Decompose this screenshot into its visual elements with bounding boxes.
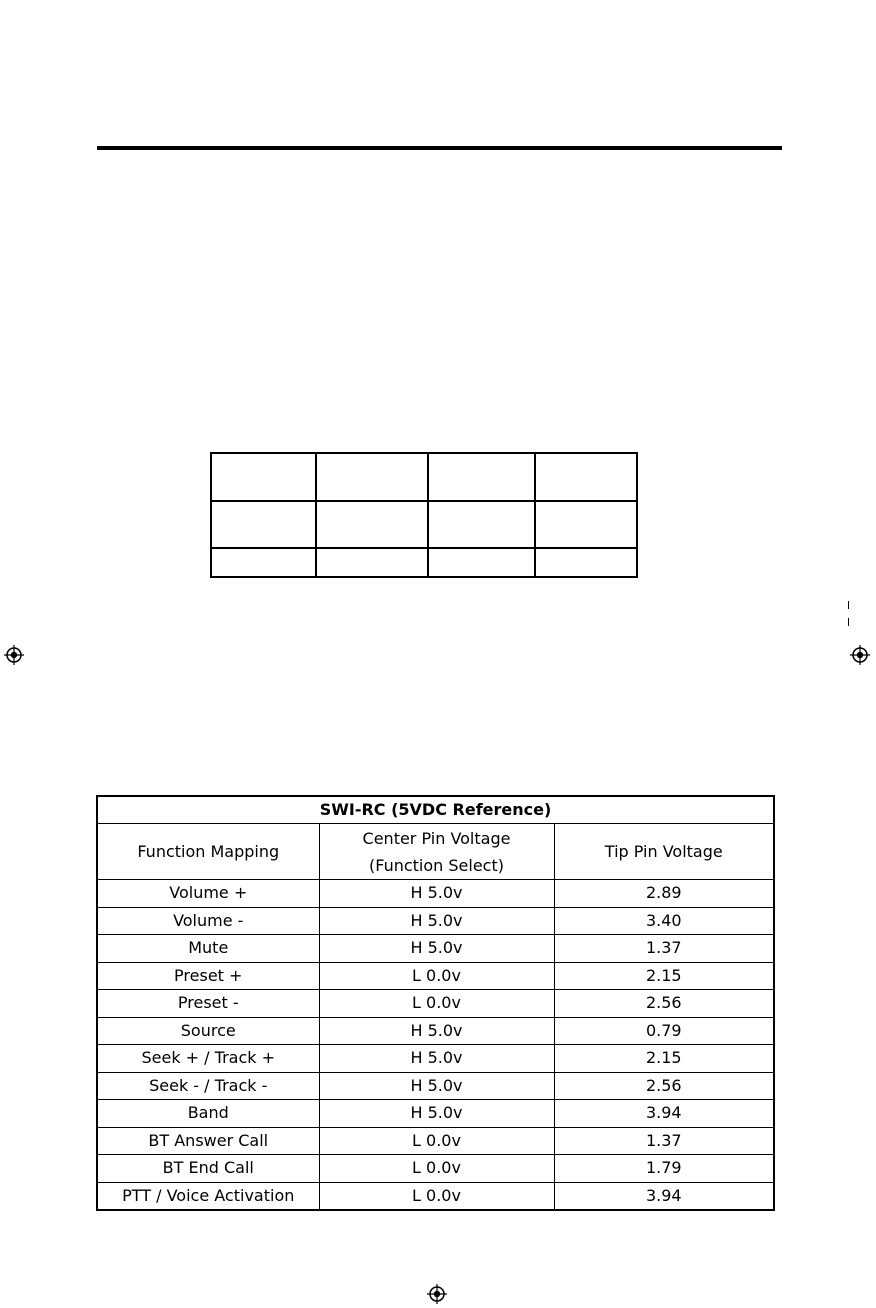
table-row xyxy=(97,880,774,908)
empty-grid-cell xyxy=(535,453,637,501)
empty-grid-cell xyxy=(428,548,535,577)
table-row xyxy=(97,1017,774,1045)
function-cell: Preset + xyxy=(97,962,319,990)
center-pin-cell: H 5.0v xyxy=(319,880,554,908)
tip-pin-cell: 1.37 xyxy=(554,1127,774,1155)
function-cell: BT End Call xyxy=(97,1155,319,1183)
tip-pin-cell: 1.37 xyxy=(554,935,774,963)
center-pin-cell: H 5.0v xyxy=(319,1045,554,1073)
function-cell: Band xyxy=(97,1100,319,1128)
center-pin-cell: L 0.0v xyxy=(319,1127,554,1155)
empty-grid-cell xyxy=(211,453,316,501)
empty-grid-cell xyxy=(211,548,316,577)
empty-grid-cell xyxy=(535,548,637,577)
empty-grid-cell xyxy=(211,501,316,548)
table-row xyxy=(97,907,774,935)
header-tip-pin-voltage: Tip Pin Voltage xyxy=(554,824,774,880)
function-cell: PTT / Voice Activation xyxy=(97,1182,319,1210)
header-function-mapping: Function Mapping xyxy=(97,824,319,880)
header-center-line2: (Function Select) xyxy=(369,855,504,875)
table-row xyxy=(97,1155,774,1183)
swi-rc-voltage-table xyxy=(96,795,775,1211)
header-center-pin-voltage xyxy=(319,824,554,880)
table-row xyxy=(97,1100,774,1128)
tip-pin-cell: 3.40 xyxy=(554,907,774,935)
table-row xyxy=(97,1182,774,1210)
registration-crosshair-icon xyxy=(4,645,24,665)
top-horizontal-rule xyxy=(97,146,782,150)
center-pin-cell: H 5.0v xyxy=(319,907,554,935)
center-pin-cell: L 0.0v xyxy=(319,1155,554,1183)
tip-pin-cell: 2.56 xyxy=(554,990,774,1018)
center-pin-cell: H 5.0v xyxy=(319,935,554,963)
empty-grid-cell xyxy=(316,453,428,501)
function-cell: Volume - xyxy=(97,907,319,935)
header-center-line1: Center Pin Voltage xyxy=(362,828,511,848)
table-row xyxy=(97,1127,774,1155)
tip-pin-cell: 0.79 xyxy=(554,1017,774,1045)
table-title: SWI-RC (5VDC Reference) xyxy=(97,796,774,824)
tip-pin-cell: 3.94 xyxy=(554,1100,774,1128)
empty-grid-cell xyxy=(316,548,428,577)
center-pin-cell: H 5.0v xyxy=(319,1100,554,1128)
empty-grid-row xyxy=(211,548,637,577)
table-row xyxy=(97,1072,774,1100)
empty-grid-cell xyxy=(428,501,535,548)
crop-tick-mark xyxy=(848,601,849,609)
registration-crosshair-icon xyxy=(850,645,870,665)
empty-grid-row xyxy=(211,453,637,501)
table-row xyxy=(97,962,774,990)
tip-pin-cell: 2.89 xyxy=(554,880,774,908)
function-cell: Seek + / Track + xyxy=(97,1045,319,1073)
function-cell: BT Answer Call xyxy=(97,1127,319,1155)
tip-pin-cell: 2.15 xyxy=(554,962,774,990)
crop-tick-mark xyxy=(848,618,849,626)
registration-crosshair-icon xyxy=(427,1284,447,1304)
table-title-row xyxy=(97,796,774,824)
tip-pin-cell: 2.56 xyxy=(554,1072,774,1100)
empty-grid-row xyxy=(211,501,637,548)
center-pin-cell: H 5.0v xyxy=(319,1017,554,1045)
table-header-row xyxy=(97,824,774,880)
center-pin-cell: L 0.0v xyxy=(319,990,554,1018)
table-row xyxy=(97,1045,774,1073)
empty-grid-cell xyxy=(316,501,428,548)
table-row xyxy=(97,935,774,963)
function-cell: Volume + xyxy=(97,880,319,908)
empty-grid-cell xyxy=(535,501,637,548)
tip-pin-cell: 1.79 xyxy=(554,1155,774,1183)
function-cell: Mute xyxy=(97,935,319,963)
tip-pin-cell: 3.94 xyxy=(554,1182,774,1210)
center-pin-cell: L 0.0v xyxy=(319,962,554,990)
function-cell: Seek - / Track - xyxy=(97,1072,319,1100)
function-cell: Source xyxy=(97,1017,319,1045)
empty-grid-table xyxy=(210,452,638,578)
table-row xyxy=(97,990,774,1018)
center-pin-cell: H 5.0v xyxy=(319,1072,554,1100)
empty-grid-cell xyxy=(428,453,535,501)
tip-pin-cell: 2.15 xyxy=(554,1045,774,1073)
function-cell: Preset - xyxy=(97,990,319,1018)
center-pin-cell: L 0.0v xyxy=(319,1182,554,1210)
